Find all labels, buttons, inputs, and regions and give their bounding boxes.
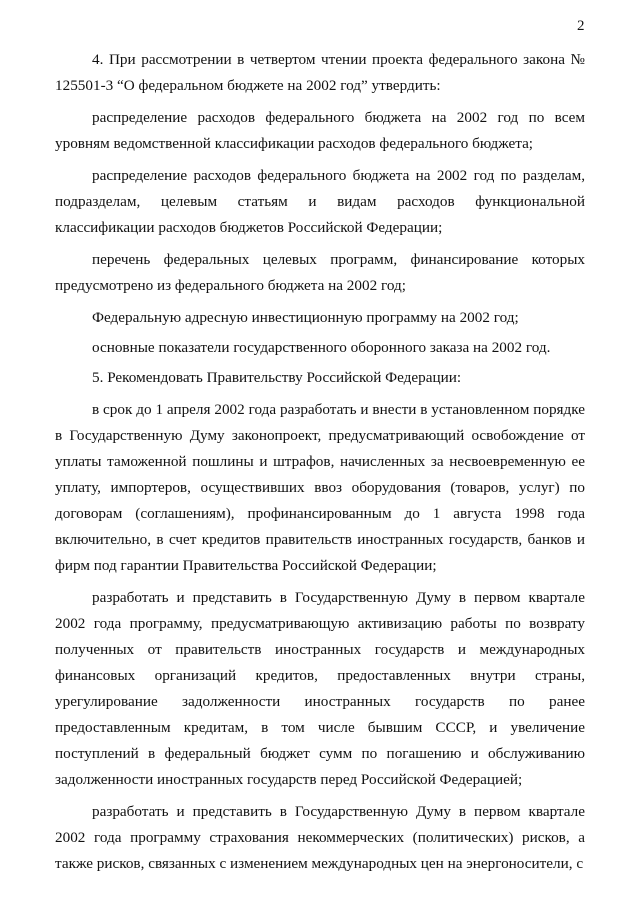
paragraph-target-programs: перечень федеральных целевых программ, финансирование которых предусмотрено из федерального бюджета на 2002 год; [55,251,585,294]
paragraph-risk-insurance-program: разработать и представить в Государственную Думу в первом квартале 2002 года программу страхования некоммерческих (политических) рисков, а также рисков, связанных с изменением международных цен на энергоносители, с [55,803,585,872]
paragraph-item-4: 4. При рассмотрении в четвертом чтении проекта федерального закона № 125501-3 “О федеральном бюджете на 2002 год” утвердить: [55,51,585,94]
document-body [55,47,585,883]
paragraph-customs-exemption: в срок до 1 апреля 2002 года разработать и внести в установленном порядке в Государственную Думу законопроект, предусматривающий освобождение от уплаты таможенной пошлины и штрафов, начисленных за несвоевременную ее уплату, импортеров, осуществивших ввоз оборудования (товаров, услуг) по договорам (соглашениям), профинансированным до 1 августа 1998 года включительно, в счет кредитов правительств иностранных государств, банков и фирм под гарантии Правительства Российской Федерации; [55,401,585,574]
paragraph-investment-program: Федеральную адресную инвестиционную программу на 2002 год; [92,309,519,326]
paragraph-functional-distribution: распределение расходов федерального бюджета на 2002 год по разделам, подразделам, целевым статьям и видам расходов функциональной классификации расходов бюджетов Российской Федерации; [55,167,585,236]
paragraph-credit-return-program: разработать и представить в Государственную Думу в первом квартале 2002 года программу, предусматривающую активизацию работы по возврату полученных от правительств иностранных государств и международных финансовых организаций кредитов, предоставленных внутри страны, урегулирование задолженности иностранных государств по ранее предоставленным кредитам, в том числе бывшим СССР, и увеличение поступлений в федеральный бюджет сумм по погашению и обслуживанию задолженности иностранных государств перед Российской Федерацией; [55,589,585,788]
paragraph-item-5: 5. Рекомендовать Правительству Российской Федерации: [92,369,462,386]
page-number: 2 [577,18,585,34]
paragraph-defense-order: основные показатели государственного оборонного заказа на 2002 год. [92,339,551,356]
paragraph-departmental-distribution: распределение расходов федерального бюджета на 2002 год по всем уровням ведомственной классификации расходов федерального бюджета; [55,109,585,152]
